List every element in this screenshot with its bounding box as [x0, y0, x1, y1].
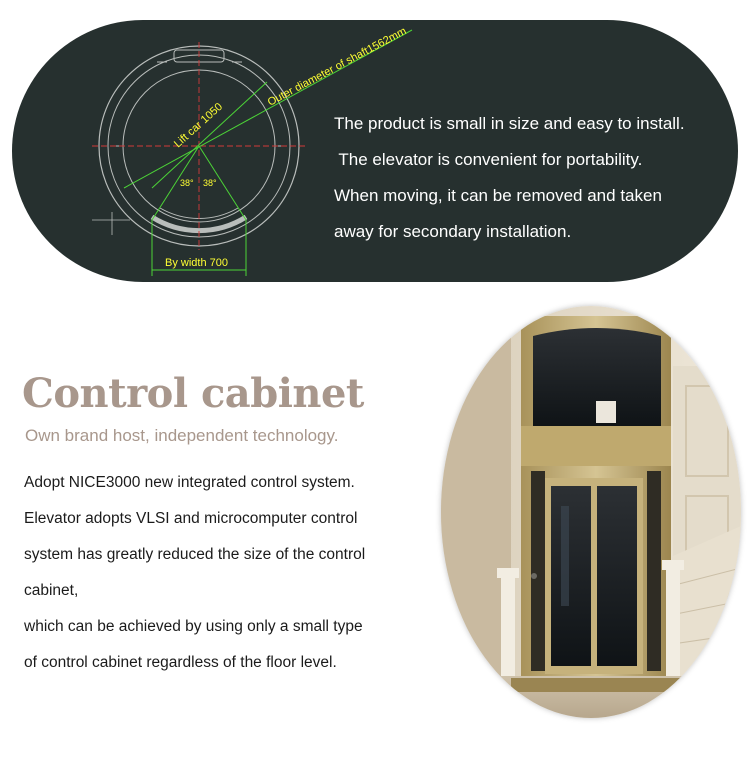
shaft-diameter-label: Outer diameter of shaft1562mm	[265, 25, 409, 109]
body-line: system has greatly reduced the size of the control	[24, 546, 366, 563]
body-line: which can be achieved by using only a small type	[24, 618, 363, 635]
side-glass-left	[531, 471, 545, 671]
side-glass-right	[647, 471, 661, 671]
section-title: Control cabinet	[22, 370, 364, 417]
banner-line: The product is small in size and easy to install.	[334, 114, 685, 133]
reflection	[561, 506, 569, 606]
body-line: cabinet,	[24, 582, 79, 599]
door-width-label: By width 700	[165, 257, 228, 269]
baluster-left	[501, 576, 515, 686]
door-glass-left	[551, 486, 591, 666]
section-subtitle: Own brand host, independent technology.	[25, 426, 339, 445]
angle-left-label: 38°	[180, 178, 194, 188]
body-line: Elevator adopts VLSI and microcomputer control	[24, 510, 358, 527]
call-button	[531, 573, 537, 579]
section-body	[24, 465, 424, 681]
shaft-diagram-banner	[12, 20, 738, 282]
door-glass-right	[597, 486, 637, 666]
elevator-base	[511, 678, 681, 692]
banner-line: When moving, it can be removed and taken	[334, 186, 662, 205]
banner-description	[334, 106, 734, 250]
baluster-right	[666, 568, 680, 678]
body-line: Adopt NICE3000 new integrated control system.	[24, 474, 355, 491]
elevator-photo	[441, 306, 741, 718]
body-line: of control cabinet regardless of the floor level.	[24, 654, 337, 671]
left-wall	[441, 306, 511, 718]
floor-band	[521, 426, 671, 466]
upper-light	[596, 401, 616, 423]
car-diameter-line	[152, 82, 267, 188]
banner-line: The elevator is convenient for portability.	[334, 150, 643, 169]
car-size-label: Lift car 1050	[171, 100, 226, 151]
newel-cap-left	[497, 568, 519, 578]
newel-cap-right	[662, 560, 684, 570]
elevator-illustration	[441, 306, 741, 718]
angle-right-label: 38°	[203, 178, 217, 188]
banner-line: away for secondary installation.	[334, 222, 572, 241]
